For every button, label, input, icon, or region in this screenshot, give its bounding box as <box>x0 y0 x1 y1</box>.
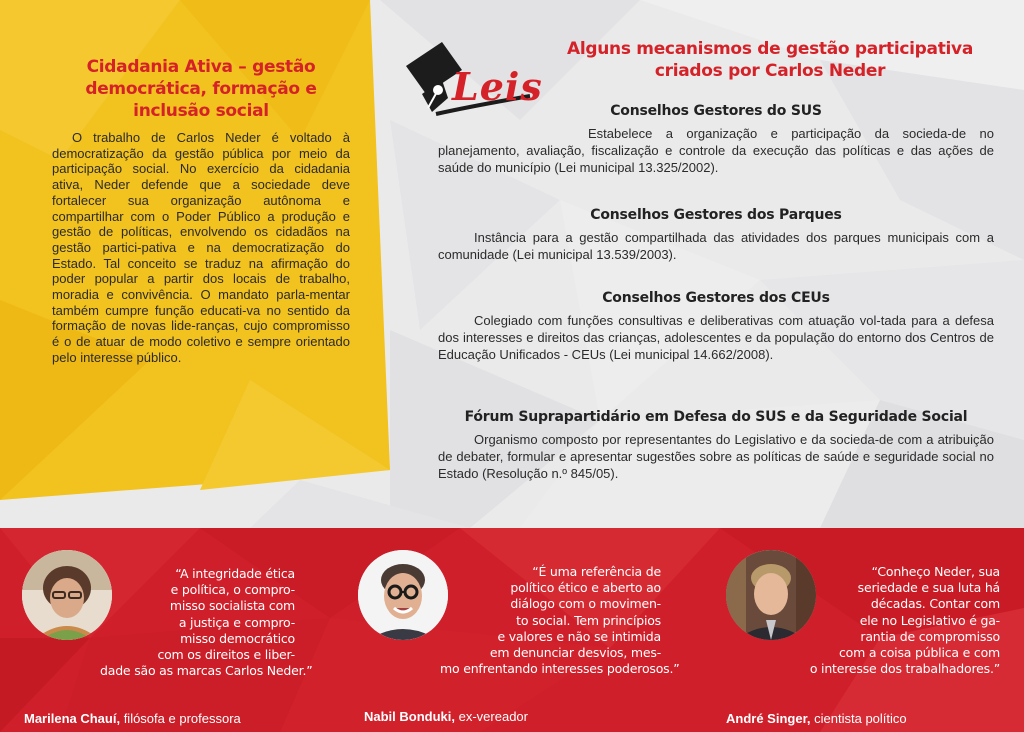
avatar-bonduki <box>358 550 448 640</box>
testimonial-chaui <box>0 546 320 732</box>
mechanism-item <box>438 289 994 363</box>
quote-line: em denunciar desvios, mes- <box>489 645 661 661</box>
quote-line: décadas. Contar com <box>870 596 1000 612</box>
author-role: cientista político <box>810 711 907 726</box>
avatar-chaui <box>22 550 112 640</box>
mechanism-item <box>438 206 994 263</box>
quote-line: “A integridade ética <box>175 566 295 581</box>
left-article <box>52 56 350 366</box>
quote-line: diálogo com o movimen- <box>510 596 661 612</box>
quote-line: “Conheço Neder, sua <box>871 564 1000 579</box>
mechanism-title: Conselhos Gestores do SUS <box>610 103 822 119</box>
testimonial-bonduki <box>340 546 680 732</box>
quote-line: rantia de compromisso <box>860 628 1000 644</box>
left-article-body: O trabalho de Carlos Neder é voltado à democratização da gestão pública por meio da participação social. No exercício da cidadania ativa, Neder defende que a sociedade deve fortalecer sua organização autônoma e compartilhar com o Poder Público a produção e gestão de políticas, envolvendo os cidadãos na gestão partici-pativa e na democratização do Estado. Tal conceito se traduz na afirmação do poder popular a partir dos locais de trabalho, moradia e convivência. O mandato parla-mentar também cumpre função educati-va no sentido da formação de novas lide-ranças, cujo compromisso é o de atuar de modo coletivo e sempre orientado pelo interesse público. <box>52 130 350 365</box>
quote-line: ele no Legislativo é ga- <box>859 612 1000 628</box>
author-name: Nabil Bonduki, <box>364 709 455 724</box>
left-article-title: Cidadania Ativa – gestão democrática, formação e inclusão social <box>85 57 317 121</box>
logo-text: Leis <box>452 64 543 109</box>
quote-line: com os direitos e liber- <box>157 647 295 663</box>
testimonial-attribution <box>24 711 241 727</box>
quote-line: misso socialista com <box>169 598 295 614</box>
testimonial-quote <box>440 564 680 677</box>
testimonial-quote <box>100 566 313 679</box>
mechanism-text: Instância para a gestão compartilhada das atividades dos parques municipais com a comunidade (Lei municipal 13.539/2003). <box>438 230 994 262</box>
quote-line: mo enfrentando interesses poderosos.” <box>440 661 680 677</box>
mechanism-item <box>438 408 994 482</box>
mechanism-title: Conselhos Gestores dos CEUs <box>602 290 830 306</box>
author-role: ex-vereador <box>455 709 528 724</box>
quote-line: e valores e não se intimida <box>497 628 661 644</box>
quote-line: e política, o compro- <box>170 582 295 598</box>
quote-line: seriedade e sua luta há <box>857 580 1000 596</box>
author-name: Marilena Chauí, <box>24 711 121 726</box>
mechanism-item <box>438 102 994 176</box>
mechanism-title: Fórum Suprapartidário em Defesa do SUS e da Seguridade Social <box>464 409 968 425</box>
quote-line: misso democrático <box>180 630 295 646</box>
author-name: André Singer, <box>726 711 811 726</box>
quote-line: dade são as marcas Carlos Neder.” <box>100 663 313 679</box>
quote-line: político ético e aberto ao <box>510 580 661 596</box>
testimonial-singer <box>680 546 1024 732</box>
mechanism-text: Estabelece a organização e participação da socieda-de no planejamento, avaliação, fiscalização e controle da execução das políticas e das ações de saúde do município (Lei municipal 13.325/2002). <box>438 126 994 175</box>
quote-line: o interesse dos trabalhadores.” <box>809 661 1000 677</box>
mechanism-title: Conselhos Gestores dos Parques <box>590 207 842 223</box>
mechanisms-heading: Alguns mecanismos de gestão participativa criados por Carlos Neder <box>566 39 974 81</box>
quote-line: com a coisa pública e com <box>838 645 1000 661</box>
quote-line: to social. Tem princípios <box>516 612 661 628</box>
testimonial-attribution <box>364 709 528 725</box>
author-role: filósofa e professora <box>120 711 241 726</box>
quote-line: a justiça e compro- <box>178 614 295 630</box>
mechanism-text: Colegiado com funções consultivas e deliberativas com atuação vol-tada para a defesa dos interesses e direitos das crianças, adolescentes e da população do entorno dos Centros de Educação Unificados - CEUs (Lei municipal 14.662/2008). <box>438 313 994 362</box>
testimonial-attribution <box>726 711 907 727</box>
testimonials-band <box>0 528 1024 732</box>
testimonial-quote <box>800 564 1000 677</box>
quote-line: “É uma referência de <box>532 564 661 579</box>
mechanism-text: Organismo composto por representantes do Legislativo e da socieda-de com a atribuição de debater, formular e apresentar sugestões sobre as políticas de saúde e seguridade social no Estado (Resolução n.º 845/05). <box>438 432 994 481</box>
